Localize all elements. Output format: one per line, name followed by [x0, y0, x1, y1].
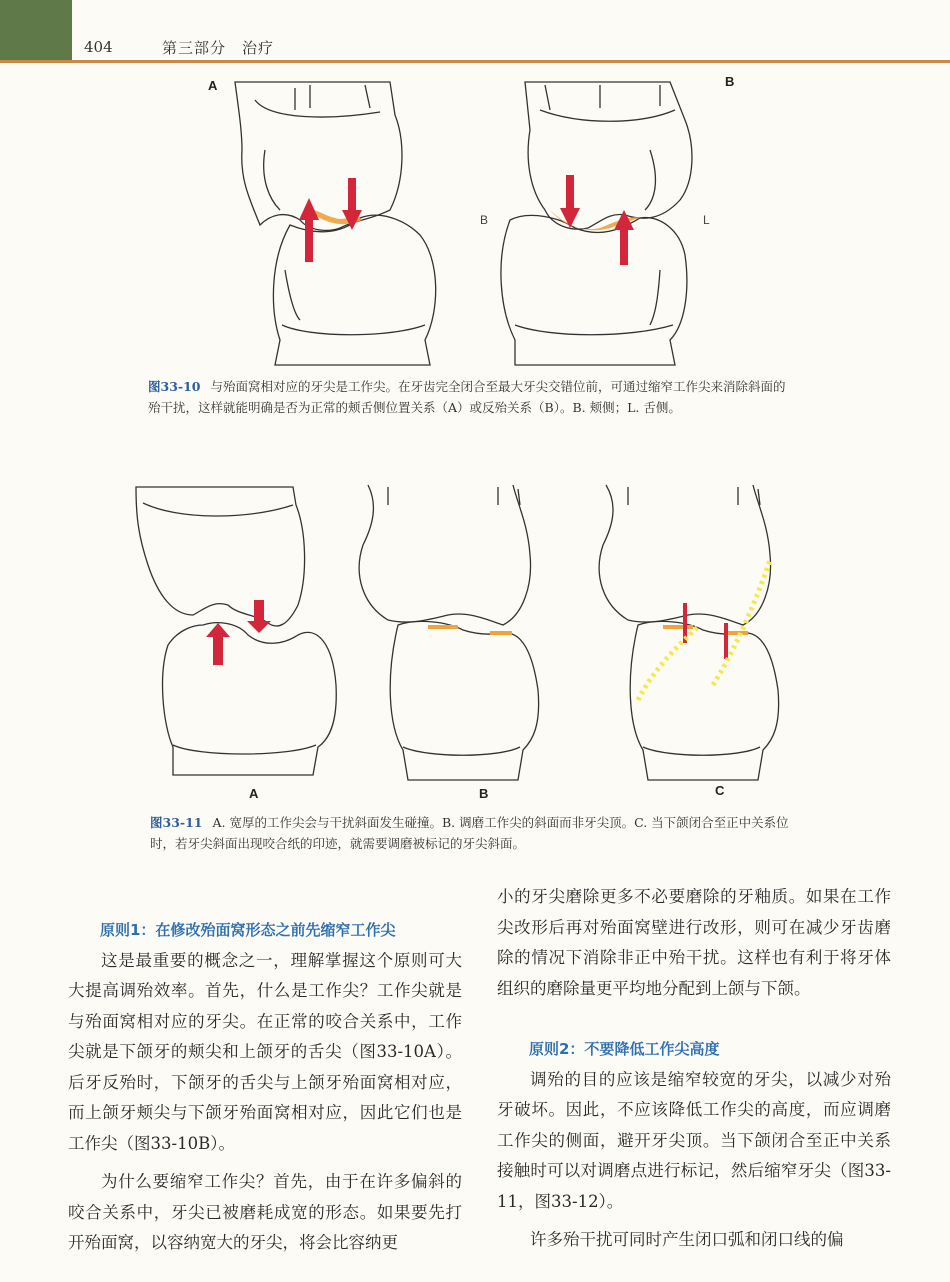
rule1-heading: 原则1：在修改殆面窝形态之前先缩窄工作尖 — [100, 921, 396, 939]
right-para-continued: 小的牙尖磨除更多不必要磨除的牙釉质。如果在工作尖改形后再对殆面窝壁进行改形，则可在减少牙齿磨除的情况下消除非正中殆干扰。这样也有利于将牙体组织的磨除量更平均地分配到上颌与下颌。 — [497, 887, 891, 998]
figure-33-10-caption — [148, 376, 788, 418]
figure-33-10 — [190, 70, 750, 375]
right-para4: 许多殆干扰可同时产生闭口弧和闭口线的偏 — [530, 1230, 844, 1249]
right-column — [497, 882, 891, 1256]
fig10-lingual-label: L — [703, 213, 710, 227]
figure-33-11-illustration — [118, 475, 818, 805]
figure-33-10-illustration — [190, 70, 750, 375]
page-number: 404 — [84, 38, 113, 56]
section-title: 第三部分 治疗 — [162, 39, 275, 57]
header-rule — [0, 60, 950, 63]
figure-33-10-number: 图33-10 — [148, 379, 201, 394]
left-para1: 这是最重要的概念之一，理解掌握这个原则可大大提高调殆效率。首先，什么是工作尖？工作尖就是与殆面窝相对应的牙尖。在正常的咬合关系中，工作尖就是下颌牙的颊尖和上颌牙的舌尖（图33-10A）。后牙反殆时，下颌牙的舌尖与上颌牙殆面窝相对应，而上颌牙颊尖与下颌牙殆面窝相对应，因此它们也是工作尖（图33-10B）。 — [68, 950, 462, 1153]
figure-33-11 — [118, 475, 818, 805]
figure-33-11-caption — [150, 812, 790, 854]
figure-33-10-text: 与殆面窝相对应的牙尖是工作尖。在牙齿完全闭合至最大牙尖交错位前，可通过缩窄工作尖来消除斜面的殆干扰，这样就能明确是否为正常的颊舌侧位置关系（A）或反殆关系（B）。B. 颊侧；L. 舌侧。 — [148, 379, 786, 415]
header-color-tab — [0, 0, 72, 62]
fig11-panel-c-label: C — [715, 783, 725, 798]
rule2-heading: 原则2：不要降低工作尖高度 — [529, 1040, 720, 1058]
left-para2: 为什么要缩窄工作尖？首先，由于在许多偏斜的咬合关系中，牙尖已被磨耗成宽的形态。如果要先打开殆面窝，以容纳宽大的牙尖，将会比容纳更 — [68, 1172, 462, 1252]
figure-33-11-number: 图33-11 — [150, 815, 203, 830]
figure-33-11-text: A. 宽厚的工作尖会与干扰斜面发生碰撞。B. 调磨工作尖的斜面而非牙尖顶。C. 当下颌闭合至正中关系位时，若牙尖斜面出现咬合纸的印迹，就需要调磨被标记的牙尖斜面。 — [150, 815, 789, 851]
left-column — [68, 915, 462, 1259]
fig10-panel-b-label: B — [725, 74, 735, 89]
fig11-panel-b-label: B — [479, 786, 489, 801]
right-para3: 调殆的目的应该是缩窄较宽的牙尖，以减少对殆牙破坏。因此，不应该降低工作尖的高度，而应调磨工作尖的侧面，避开牙尖顶。当下颌闭合至正中关系接触时可以对调磨点进行标记，然后缩窄牙尖（图33-11，图33-12）。 — [497, 1069, 891, 1211]
fig11-red-arrows — [206, 600, 271, 665]
red-arrows — [299, 175, 634, 265]
fig10-buccal-label: B — [480, 213, 489, 227]
fig10-panel-a-label: A — [208, 78, 218, 93]
fig11-panel-a-label: A — [249, 786, 259, 801]
